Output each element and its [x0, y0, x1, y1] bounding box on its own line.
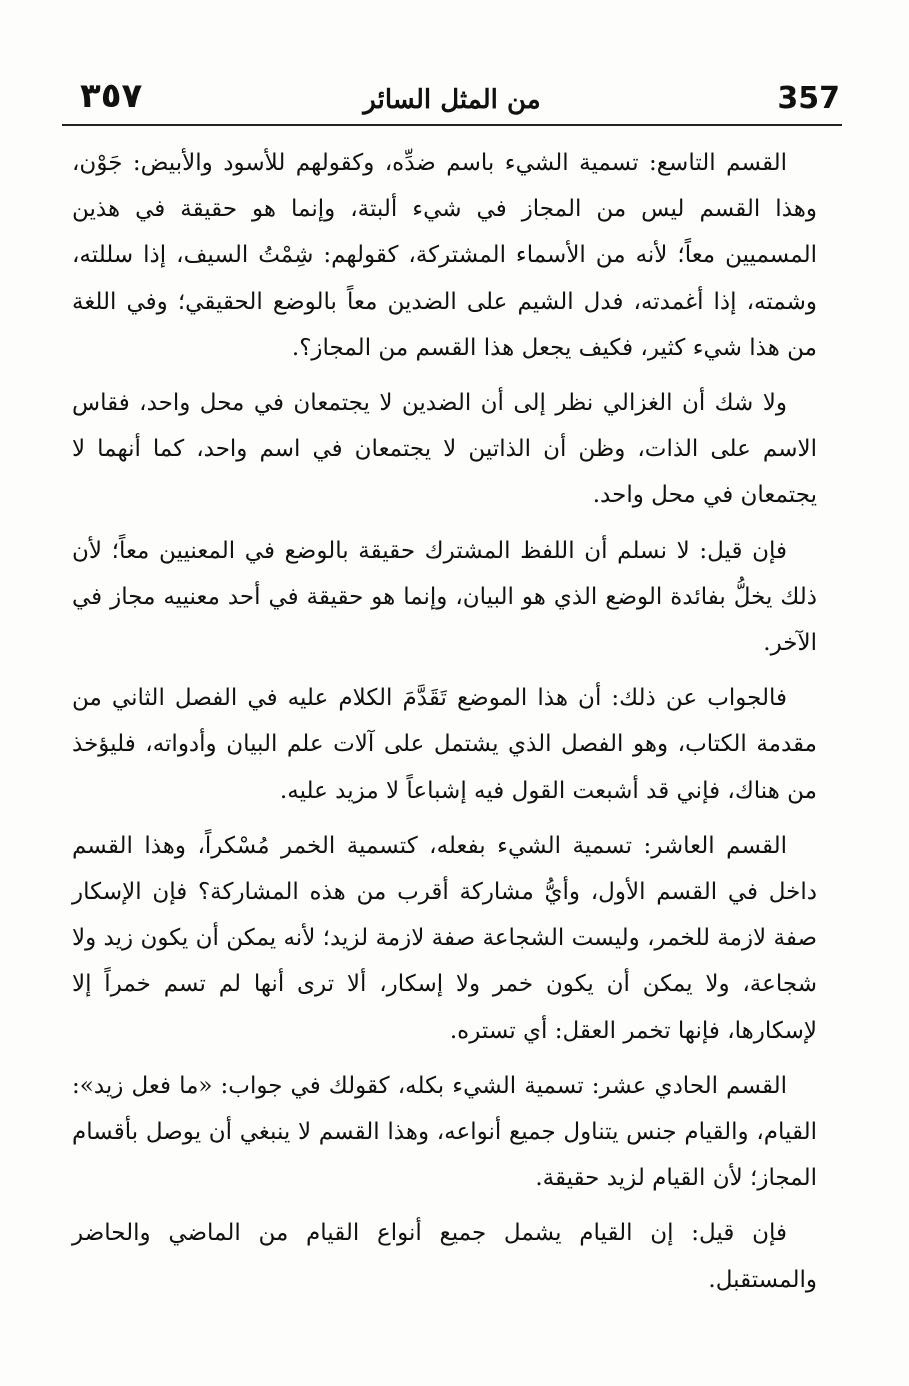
paragraph: فإن قيل: لا نسلم أن اللفظ المشترك حقيقة بالوضع في المعنيين معاً؛ لأن ذلك يخلُّ بفائدة الوضع الذي هو البيان، وإنما هو حقيقة في أحد معنييه مجاز في الآخر.: [72, 537, 817, 657]
page-number-latin: 357: [777, 81, 840, 116]
paragraph: ولا شك أن الغزالي نظر إلى أن الضدين لا يجتمعان في محل واحد، فقاس الاسم على الذات، وظن أن الذاتين لا يجتمعان في اسم واحد، كما أنهما لا يجتمعان في محل واحد.: [72, 390, 817, 509]
paragraph: فإن قيل: إن القيام يشمل جميع أنواع القيام من الماضي والحاضر والمستقبل.: [72, 1220, 817, 1293]
page-number-arabic: ٣٥٧: [80, 76, 143, 116]
paragraph: القسم العاشر: تسمية الشيء بفعله، كتسمية الخمر مُسْكراً، وهذا القسم داخل في القسم الأول، وأيُّ مشاركة أقرب من هذه المشاركة؟ فإن الإسكار صفة لازمة للخمر، وليست الشجاعة صفة لازمة لزيد؛ لأنه يمكن أن يكون زيد ولا شجاعة، ولا يمكن أن يكون خمر ولا إسكار، ألا ترى أنها لم تسم خمراً إلا لإسكارها، فإنها تخمر العقل: أي تستره.: [72, 832, 817, 1044]
body-text: [72, 140, 817, 1306]
paragraph: القسم الحادي عشر: تسمية الشيء بكله، كقولك في جواب: «ما فعل زيد»: القيام، والقيام جنس يتناول جميع أنواعه، وهذا القسم لا ينبغي أن يوصل بأقسام المجاز؛ لأن القيام لزيد حقيقة.: [72, 1072, 817, 1192]
paragraph: القسم التاسع: تسمية الشيء باسم ضدِّه، وكقولهم للأسود والأبيض: جَوْن، وهذا القسم ليس من المجاز في شيء ألبتة، وإنما هو حقيقة في هذين المسميين معاً؛ لأنه من الأسماء المشتركة، كقولهم: شِمْتُ السيف، إذا سللته، وشمته، إذا أغمدته، فدل الشيم على الضدين معاً بالوضع الحقيقي؛ وفي اللغة من هذا شيء كثير، فكيف يجعل هذا القسم من المجاز؟.: [72, 150, 817, 361]
page-header: [62, 72, 842, 128]
running-title: من المثل السائر: [363, 85, 541, 115]
paragraph: فالجواب عن ذلك: أن هذا الموضع تَقَدَّمَ الكلام عليه في الفصل الثاني من مقدمة الكتاب، وهو الفصل الذي يشتمل على آلات علم البيان وأدواته، فليؤخذ من هناك، فإني قد أشبعت القول فيه إشباعاً لا مزيد عليه.: [72, 685, 817, 804]
header-rule: [62, 124, 842, 126]
